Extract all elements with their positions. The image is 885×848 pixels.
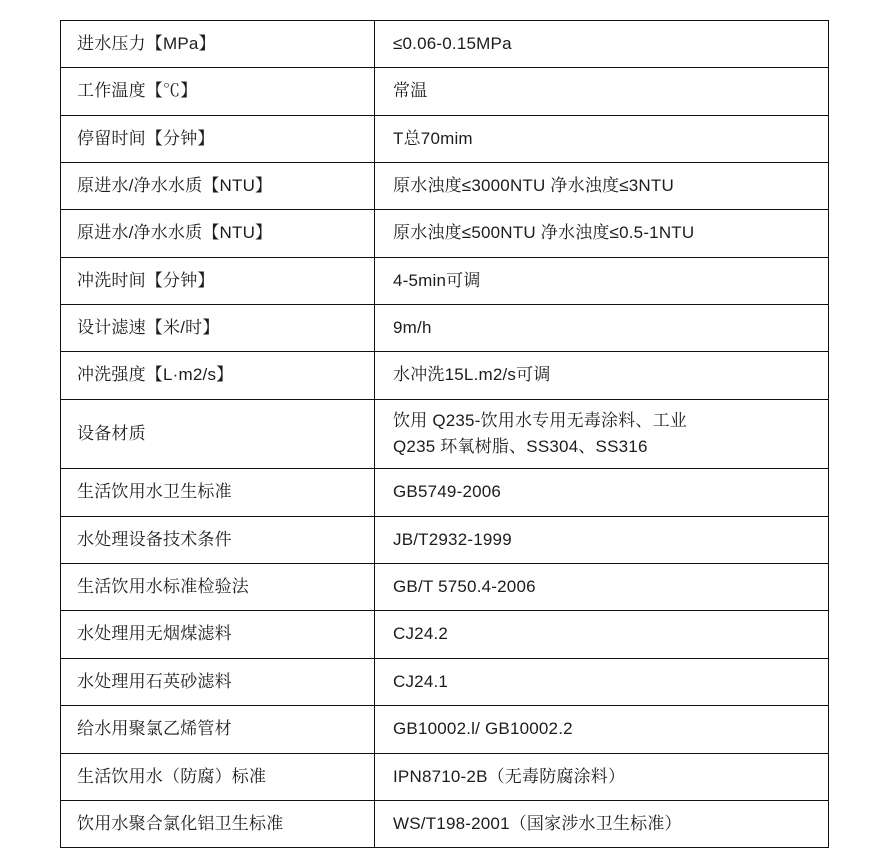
table-row	[61, 753, 829, 800]
value-cell: ≤0.06-0.15MPa	[375, 21, 829, 68]
parameter-cell: 生活饮用水（防腐）标准	[61, 753, 375, 800]
value-cell: 水冲洗15L.m2/s可调	[375, 352, 829, 399]
value-cell: 常温	[375, 68, 829, 115]
value-cell: GB/T 5750.4-2006	[375, 564, 829, 611]
parameter-cell: 原进水/净水水质【NTU】	[61, 163, 375, 210]
parameter-cell: 水处理用石英砂滤料	[61, 658, 375, 705]
table-row	[61, 516, 829, 563]
value-cell: CJ24.1	[375, 658, 829, 705]
table-row	[61, 800, 829, 847]
value-cell: 9m/h	[375, 305, 829, 352]
parameter-cell: 生活饮用水卫生标准	[61, 469, 375, 516]
table-row	[61, 658, 829, 705]
parameter-cell: 水处理用无烟煤滤料	[61, 611, 375, 658]
parameter-cell: 生活饮用水标准检验法	[61, 564, 375, 611]
value-cell: IPN8710-2B（无毒防腐涂料）	[375, 753, 829, 800]
parameter-cell: 水处理设备技术条件	[61, 516, 375, 563]
value-cell: GB10002.l/ GB10002.2	[375, 706, 829, 753]
table-row	[61, 163, 829, 210]
table-row	[61, 210, 829, 257]
parameter-cell: 饮用水聚合氯化铝卫生标准	[61, 800, 375, 847]
value-line-1: 饮用 Q235-饮用水专用无毒涂料、工业	[393, 410, 687, 430]
parameter-cell: 工作温度【℃】	[61, 68, 375, 115]
parameter-cell: 冲洗时间【分钟】	[61, 257, 375, 304]
value-cell: 4-5min可调	[375, 257, 829, 304]
value-cell	[375, 399, 829, 469]
value-cell: WS/T198-2001（国家涉水卫生标准）	[375, 800, 829, 847]
table-row	[61, 469, 829, 516]
table-row	[61, 257, 829, 304]
table-row	[61, 399, 829, 469]
value-cell: CJ24.2	[375, 611, 829, 658]
table-row	[61, 115, 829, 162]
value-cell: 原水浊度≤3000NTU 净水浊度≤3NTU	[375, 163, 829, 210]
table-row	[61, 21, 829, 68]
parameter-cell: 原进水/净水水质【NTU】	[61, 210, 375, 257]
parameter-cell: 给水用聚氯乙烯管材	[61, 706, 375, 753]
parameter-cell: 进水压力【MPa】	[61, 21, 375, 68]
parameter-cell: 停留时间【分钟】	[61, 115, 375, 162]
parameter-cell: 设计滤速【米/时】	[61, 305, 375, 352]
table-body	[61, 21, 829, 848]
value-line-2: Q235 环氧树脂、SS304、SS316	[393, 437, 648, 457]
table-row	[61, 352, 829, 399]
value-cell: GB5749-2006	[375, 469, 829, 516]
parameter-cell: 设备材质	[61, 399, 375, 469]
table-row	[61, 611, 829, 658]
value-cell: T总70mim	[375, 115, 829, 162]
parameter-cell: 冲洗强度【L·m2/s】	[61, 352, 375, 399]
table-row	[61, 706, 829, 753]
table-row	[61, 305, 829, 352]
value-cell: 原水浊度≤500NTU 净水浊度≤0.5-1NTU	[375, 210, 829, 257]
value-cell: JB/T2932-1999	[375, 516, 829, 563]
specification-table	[60, 20, 829, 848]
table-row	[61, 68, 829, 115]
table-row	[61, 564, 829, 611]
